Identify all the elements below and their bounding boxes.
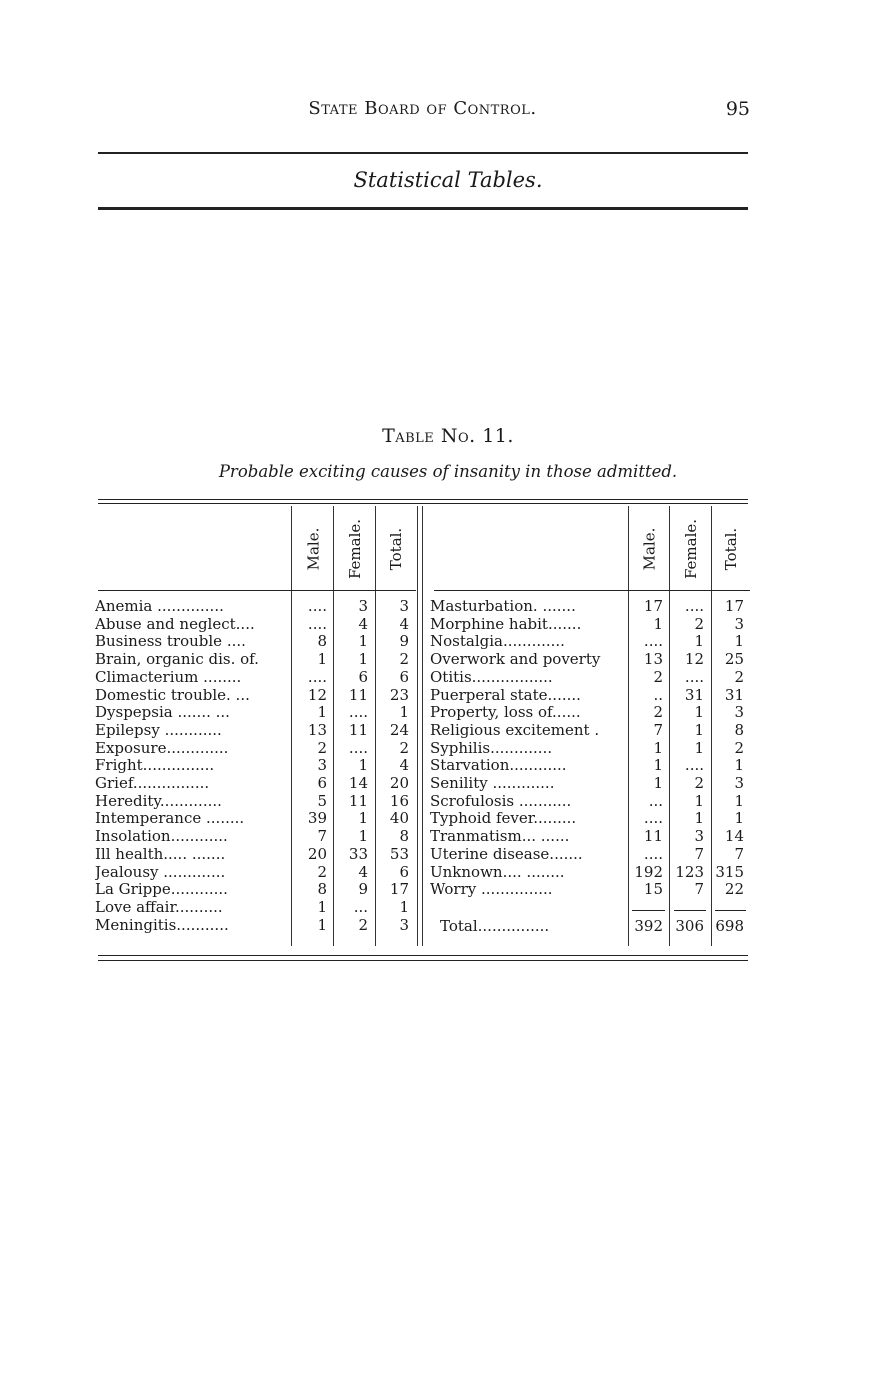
female-count: 1	[358, 756, 368, 775]
female-count: 4	[358, 614, 368, 633]
table-row	[0, 917, 896, 935]
female-count: 1	[694, 809, 704, 828]
male-count: 8	[317, 880, 327, 899]
cause-label: Ill health..... .......	[95, 844, 226, 863]
male-count: ....	[643, 809, 663, 828]
table-row	[0, 721, 896, 739]
female-count: 123	[675, 862, 704, 881]
total-count: 2	[734, 738, 744, 757]
female-count: 1	[694, 703, 704, 722]
female-count: 1	[358, 827, 368, 846]
male-count: ..	[653, 685, 663, 704]
female-count: 1	[694, 791, 704, 810]
total-count: 25	[724, 650, 744, 669]
total-count: 24	[389, 720, 409, 739]
table-row	[0, 615, 896, 633]
total-count: 6	[399, 667, 409, 686]
male-count: 192	[634, 862, 663, 881]
cause-label: Jealousy .............	[95, 862, 226, 881]
cause-label: Syphilis.............	[430, 738, 553, 757]
total-count: 1	[734, 632, 744, 651]
cause-label: Epilepsy ............	[95, 720, 222, 739]
female-count: 11	[348, 791, 368, 810]
cause-label: Unknown.... ........	[430, 862, 565, 881]
page-number: 95	[725, 98, 750, 120]
column-header-label: Male.	[304, 527, 322, 571]
right-header-male	[637, 510, 663, 588]
female-count: 14	[348, 774, 368, 792]
table-row	[0, 756, 896, 774]
female-count: 33	[348, 844, 368, 863]
cause-label: Anemia ..............	[95, 597, 224, 615]
cause-label: Meningitis...........	[95, 915, 229, 934]
cause-label: Brain, organic dis. of.	[95, 650, 259, 669]
cause-label: Starvation............	[430, 756, 567, 775]
male-count: 2	[653, 703, 663, 722]
table-caption: Probable exciting causes of insanity in those admitted.	[218, 462, 678, 481]
table-row	[0, 792, 896, 810]
cause-label: Religious excitement .	[430, 720, 600, 739]
column-header-label: Male.	[640, 527, 659, 571]
total-count: 20	[389, 774, 409, 792]
cause-label: Abuse and neglect....	[95, 614, 255, 633]
male-count: 7	[317, 827, 327, 846]
male-count: 6	[317, 774, 327, 792]
cause-label: Exposure.............	[95, 738, 229, 757]
sum-rule	[715, 910, 746, 911]
total-count: 2	[734, 667, 744, 686]
total-count: 31	[724, 685, 744, 704]
total-count: 7	[734, 844, 744, 863]
total-count: 698	[715, 917, 744, 935]
table-top-rule-inner	[98, 503, 748, 504]
cause-label: Grief................	[95, 774, 210, 792]
female-count: 2	[694, 774, 704, 792]
column-header-label: Female.	[682, 518, 701, 580]
left-header-male	[300, 510, 326, 588]
table-row	[0, 650, 896, 668]
cause-label: Property, loss of......	[430, 703, 581, 722]
table-bottom-rule-inner	[98, 960, 748, 961]
cause-label: Typhoid fever.........	[430, 809, 577, 828]
column-header-label: Female.	[346, 518, 365, 580]
male-count: 13	[307, 720, 327, 739]
left-header-female	[342, 510, 368, 588]
column-header-label: Total.	[387, 527, 406, 571]
cause-label: Domestic trouble. ...	[95, 685, 250, 704]
female-count: 31	[684, 685, 704, 704]
section-title: Statistical Tables.	[353, 168, 543, 192]
male-count: ....	[307, 667, 327, 686]
male-count: 1	[653, 614, 663, 633]
female-count: ....	[684, 756, 704, 775]
male-count: 392	[634, 917, 663, 935]
cause-label: La Grippe............	[95, 880, 228, 899]
female-count: 3	[358, 597, 368, 615]
male-count: 8	[317, 632, 327, 651]
table-row	[0, 597, 896, 615]
total-count: 17	[389, 880, 409, 899]
female-count: 1	[358, 650, 368, 669]
table-row	[0, 774, 896, 792]
table-row	[0, 880, 896, 898]
total-count: 53	[389, 844, 409, 863]
male-count: 12	[307, 685, 327, 704]
female-count: 7	[694, 880, 704, 899]
total-count: 1	[734, 809, 744, 828]
cause-label: Business trouble ....	[95, 632, 246, 651]
cause-label: Intemperance ........	[95, 809, 245, 828]
male-count: 2	[317, 738, 327, 757]
male-count: 1	[653, 756, 663, 775]
female-count: 306	[675, 917, 704, 935]
total-count: 14	[724, 827, 744, 846]
cause-label: Climacterium ........	[95, 667, 242, 686]
header-rule	[434, 590, 750, 591]
table-top-rule	[98, 499, 748, 500]
male-count: 11	[643, 827, 663, 846]
table-row	[0, 686, 896, 704]
female-count: 3	[694, 827, 704, 846]
table-row	[0, 739, 896, 757]
male-count: 13	[643, 650, 663, 669]
header-rule-bottom	[98, 207, 748, 210]
male-count: 1	[317, 915, 327, 934]
running-title: State Board of Control.	[308, 98, 537, 119]
male-count: ....	[643, 632, 663, 651]
male-count: 5	[317, 791, 327, 810]
female-count: 11	[348, 685, 368, 704]
sum-rule	[674, 910, 706, 911]
total-count: 40	[389, 809, 409, 828]
left-header-total	[383, 510, 409, 588]
cause-label: Otitis.................	[430, 667, 553, 686]
total-count: 16	[389, 791, 409, 810]
cause-label: Senility .............	[430, 774, 555, 792]
total-label: Total...............	[440, 917, 550, 935]
right-header-total	[719, 510, 745, 588]
total-count: 23	[389, 685, 409, 704]
total-count: 2	[399, 738, 409, 757]
column-header-label: Total.	[722, 527, 741, 571]
total-count: 3	[734, 614, 744, 633]
male-count: 15	[643, 880, 663, 899]
cause-label: Love affair..........	[95, 897, 223, 916]
header-rule	[98, 590, 416, 591]
table-row	[0, 668, 896, 686]
cause-label: Overwork and poverty	[430, 650, 601, 669]
total-count: 3	[734, 774, 744, 792]
total-count: 4	[399, 756, 409, 775]
total-count: 1	[399, 897, 409, 916]
total-count: 9	[399, 632, 409, 651]
table-bottom-rule	[98, 955, 748, 956]
total-count: 1	[734, 791, 744, 810]
cause-label: Worry ...............	[430, 880, 553, 899]
table-row	[0, 898, 896, 916]
female-count: 12	[684, 650, 704, 669]
male-count: 1	[317, 703, 327, 722]
male-count: 7	[653, 720, 663, 739]
female-count: ....	[684, 667, 704, 686]
female-count: 2	[694, 614, 704, 633]
male-count: 2	[653, 667, 663, 686]
male-count: ....	[307, 597, 327, 615]
total-count: 315	[715, 862, 744, 881]
female-count: 4	[358, 862, 368, 881]
female-count: 1	[358, 632, 368, 651]
male-count: 3	[317, 756, 327, 775]
total-count: 3	[734, 703, 744, 722]
cause-label: Uterine disease.......	[430, 844, 583, 863]
table-row	[0, 827, 896, 845]
male-count: 1	[653, 738, 663, 757]
female-count: 2	[358, 915, 368, 934]
total-count: 1	[399, 703, 409, 722]
table-title: Table No. 11.	[382, 425, 514, 447]
sum-rule	[632, 910, 665, 911]
right-header-female	[678, 510, 704, 588]
total-count: 2	[399, 650, 409, 669]
page-header	[95, 98, 750, 128]
male-count: 1	[317, 897, 327, 916]
total-count: 3	[399, 597, 409, 615]
male-count: 39	[307, 809, 327, 828]
total-count: 8	[734, 720, 744, 739]
total-count: 1	[734, 756, 744, 775]
table-row	[0, 863, 896, 881]
cause-label: Morphine habit.......	[430, 614, 582, 633]
total-count: 22	[724, 880, 744, 899]
male-count: 1	[653, 774, 663, 792]
cause-label: Nostalgia.............	[430, 632, 565, 651]
cause-label: Fright...............	[95, 756, 215, 775]
male-count: ...	[648, 791, 663, 810]
male-count: 17	[643, 597, 663, 615]
female-count: 1	[358, 809, 368, 828]
cause-label: Heredity.............	[95, 791, 222, 810]
female-count: ...	[353, 897, 368, 916]
cause-label: Masturbation. .......	[430, 597, 576, 615]
male-count: 20	[307, 844, 327, 863]
header-rule-top	[98, 152, 748, 154]
male-count: 2	[317, 862, 327, 881]
male-count: 1	[317, 650, 327, 669]
table-row	[0, 632, 896, 650]
male-count: ....	[643, 844, 663, 863]
female-count: 11	[348, 720, 368, 739]
female-count: 1	[694, 738, 704, 757]
female-count: ....	[348, 703, 368, 722]
total-count: 3	[399, 915, 409, 934]
female-count: 1	[694, 720, 704, 739]
female-count: 1	[694, 632, 704, 651]
table-row	[0, 703, 896, 721]
female-count: 9	[358, 880, 368, 899]
female-count: ....	[684, 597, 704, 615]
total-count: 4	[399, 614, 409, 633]
cause-label: Dyspepsia ....... ...	[95, 703, 230, 722]
cause-label: Puerperal state.......	[430, 685, 581, 704]
total-count: 17	[724, 597, 744, 615]
cause-label: Scrofulosis ...........	[430, 791, 572, 810]
table-row	[0, 809, 896, 827]
total-count: 6	[399, 862, 409, 881]
cause-label: Insolation............	[95, 827, 228, 846]
female-count: ....	[348, 738, 368, 757]
total-count: 8	[399, 827, 409, 846]
female-count: 6	[358, 667, 368, 686]
cause-label: Tranmatism... ......	[430, 827, 570, 846]
table-row	[0, 845, 896, 863]
male-count: ....	[307, 614, 327, 633]
female-count: 7	[694, 844, 704, 863]
